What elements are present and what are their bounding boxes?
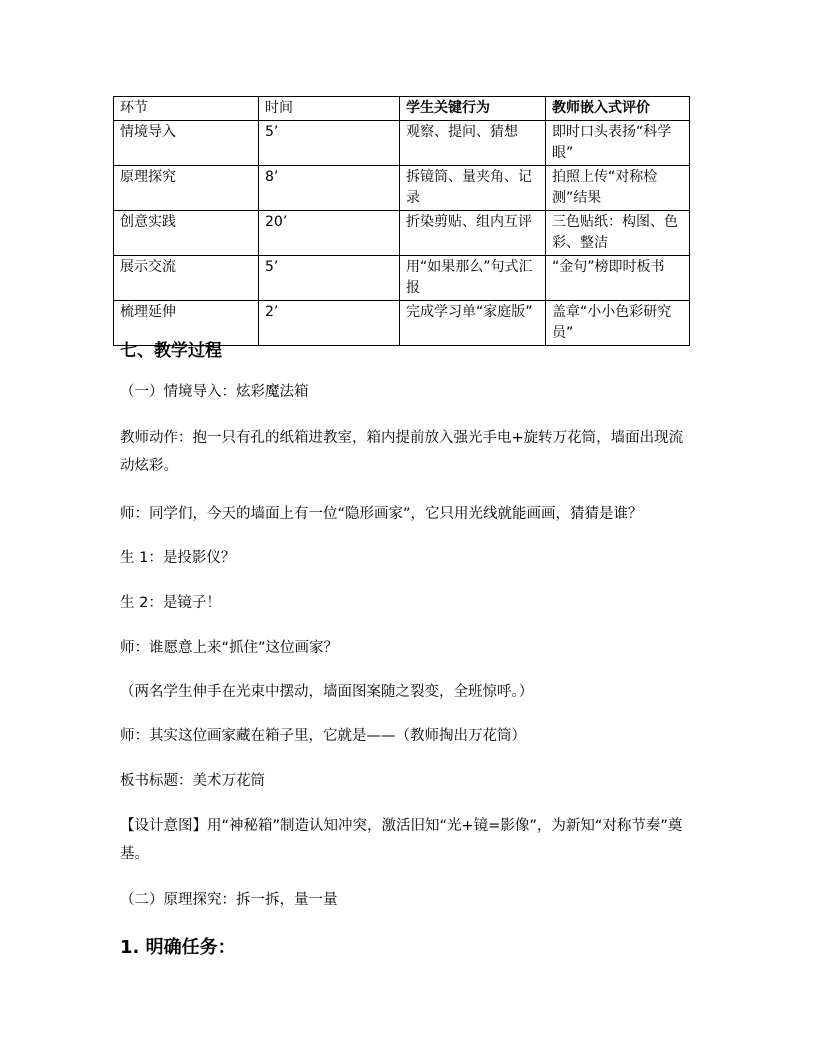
table-cell: 完成学习单“家庭版” (400, 301, 546, 346)
table-cell: 折染剪贴、组内互评 (400, 211, 546, 256)
table-cell: 创意实践 (114, 211, 259, 256)
table-cell: 8’ (259, 166, 400, 211)
table-cell: 5’ (259, 256, 400, 301)
table-cell: 5’ (259, 121, 400, 166)
dialogue-line: 师：同学们，今天的墙面上有一位“隐形画家”，它只用光线就能画画，猜猜是谁？ (120, 506, 643, 522)
table-cell: “金句”榜即时板书 (546, 256, 690, 301)
table-row (114, 211, 690, 256)
header-stage: 环节 (114, 97, 259, 121)
dialogue-line: 生 2：是镜子！ (120, 595, 221, 611)
header-time: 时间 (259, 97, 400, 121)
dialogue-line: 师：谁愿意上来“抓住”这位画家？ (120, 640, 339, 656)
table-cell: 拆镜筒、量夹角、记录 (400, 166, 546, 211)
paragraph: 教师动作：抱一只有孔的纸箱进教室，箱内提前放入强光手电+旋转万花筒，墙面出现流动炫彩。 (120, 430, 684, 474)
stage-note: （两名学生伸手在光束中摆动，墙面图案随之裂变，全班惊呼。） (120, 684, 534, 700)
design-intent: 【设计意图】用“神秘箱”制造认知冲突，激活旧知“光+镜=影像”，为新知“对称节奏”奠基。 (120, 818, 683, 862)
table-cell: 拍照上传“对称检测”结果 (546, 166, 690, 211)
table-cell: 原理探究 (114, 166, 259, 211)
table-cell: 梳理延伸 (114, 301, 259, 346)
dialogue-line: 师：其实这位画家藏在箱子里，它就是——（教师掏出万花筒） (120, 728, 526, 744)
task-heading: 1. 明确任务： (120, 937, 236, 958)
board-title-line: 板书标题：美术万花筒 (120, 773, 265, 789)
table-cell: 观察、提问、猜想 (400, 121, 546, 166)
table-cell: 2’ (259, 301, 400, 346)
header-student-behavior: 学生关键行为 (400, 97, 546, 121)
table-cell: 盖章“小小色彩研究员” (546, 301, 690, 346)
table-cell: 20’ (259, 211, 400, 256)
header-teacher-evaluation: 教师嵌入式评价 (546, 97, 690, 121)
table-cell: 三色贴纸：构图、色彩、整洁 (546, 211, 690, 256)
subsection-title: （二）原理探究：拆一拆，量一量 (120, 892, 338, 908)
table-cell: 用“如果那么”句式汇报 (400, 256, 546, 301)
table-row (114, 121, 690, 166)
table-cell: 即时口头表扬“科学眼” (546, 121, 690, 166)
lesson-stage-table (113, 96, 690, 346)
table-row (114, 256, 690, 301)
table-header-row (114, 97, 690, 121)
dialogue-line: 生 1：是投影仪？ (120, 550, 236, 566)
table-cell: 展示交流 (114, 256, 259, 301)
section-title: 七、教学过程 (120, 341, 222, 361)
table-row (114, 166, 690, 211)
subsection-title: （一）情境导入：炫彩魔法箱 (120, 384, 309, 400)
table-cell: 情境导入 (114, 121, 259, 166)
